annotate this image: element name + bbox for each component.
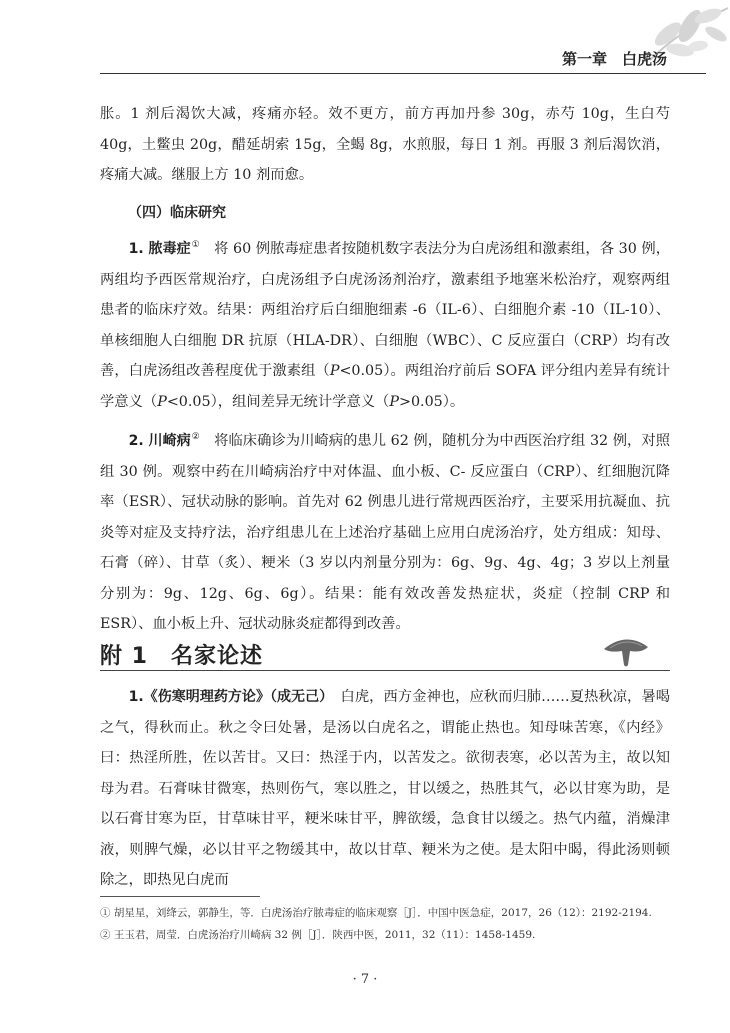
item-title: 2. 川崎病 [128,433,191,449]
p-symbol: P [389,393,399,410]
appendix-heading-block [100,635,670,673]
mushroom-icon [602,635,650,669]
section-heading: （四）临床研究 [128,205,226,221]
quote-title: 1.《伤寒明理药方论》（成无己） [128,689,327,705]
footnote-rule [100,896,260,897]
quote-paragraph [100,682,670,896]
item-paragraph [100,234,670,417]
footnote-text: 胡星星，刘绛云，郭静生，等．白虎汤治疗脓毒症的临床观察［J］．中国中医急症，2017，26（12）：2192-2194. [113,907,652,919]
footnote-text: 王玉君，周莹．白虎汤治疗川崎病 32 例［J］．陕西中医，2011，32（11）：1458-1459. [113,929,536,941]
footnote-ref: ① [191,240,200,251]
page-number: · 7 · [352,972,378,987]
clinical-item-2 [100,426,670,640]
footnote-ref: ② [191,432,200,443]
appendix-rule [100,670,670,671]
quote-text: 白虎，西方金神也，应秋而归肺……夏热秋凉，暑喝之气，得秋而止。秋之令曰处暑，是汤以白虎名之，谓能止热也。知母味苦寒，《内经》曰：热淫所胜，佐以苦甘。又曰：热淫于内，以苦发之。欲彻表寒，必以苦为主，故以知母为君。石膏味甘微寒，热则伤气，寒以胜之，甘以缓之，热胜其气，必以甘寒为助，是以石膏甘寒为臣，甘草味甘平，粳米味甘平，脾欲缓，急食甘以缓之。热气内蕴，消燥津液，则脾气燥，必以甘平之物缓其中，故以甘草、粳米为之使。是太阳中暍，得此汤则顿除之，即热见白虎而 [100,689,671,888]
paragraph-continued [100,99,670,191]
item-text: >0.05）。 [398,393,465,410]
item-title: 1. 脓毒症 [128,241,191,257]
clinical-item-1 [100,234,670,417]
item-paragraph [100,426,670,640]
footnotes [100,904,670,944]
footnote-2 [100,926,670,944]
chapter-header-title: 第一章 白虎汤 [561,50,667,68]
item-text: <0.05）。两组治疗前后 SOFA 评分组内差异有统计学意义（ [100,363,670,410]
item-text: 将临床确诊为川崎病的患儿 62 例，随机分为中西医治疗组 32 例，对照组 30 例。观察中药在川崎病治疗中对体温、血小板、C- 反应蛋白（CRP）、红细胞沉降率（ESR）、冠状动脉的影响。首先对 62 例患儿进行常规西医治疗，主要采用抗凝血、抗炎等对症及支持疗法，治疗组患儿在上述治疗基础上应用白虎汤治疗，处方组成：知母、石膏（碎）、甘草（炙）、粳米（3 岁以内剂量分别为：6g、9g、4g、4g；3 岁以上剂量分别为：9g、12g、6g、6g）。结果：能有效改善发热症状，炎症（控制 CRP 和 ESR）、血小板上升、冠状动脉炎症都得到改善。 [100,433,671,632]
p-symbol: P [329,363,340,379]
quote-1 [100,682,670,896]
footnote-1 [100,904,670,922]
paragraph-text: 胀。1 剂后渴饮大减，疼痛亦轻。效不更方，前方再加丹参 30g，赤芍 10g，生白芍 40g，土鳖虫 20g，醋延胡索 15g，全蝎 8g，水煎服，每日 1 剂。再服 3 剂后渴饮消，疼痛大减。继服上方 10 剂而愈。 [100,106,670,183]
item-text: 将 60 例脓毒症患者按随机数字表法分为白虎汤组和激素组，各 30 例，两组均予西医常规治疗，白虎汤组予白虎汤汤剂治疗，激素组予地塞米松治疗，观察两组患者的临床疗效。结果：两组治疗后白细胞细素 -6（IL-6）、白细胞介素 -10（IL-10）、单核细胞人白细胞 DR 抗原（HLA-DR）、白细胞（WBC）、C 反应蛋白（CRP）均有改善，白虎汤组改善程度优于激素组（ [100,241,671,379]
footnote-mark: ② [100,929,111,941]
p-symbol: P [157,393,167,410]
item-text: <0.05），组间差异无统计学意义（ [166,393,390,410]
appendix-heading: 附 1 名家论述 [100,644,263,669]
header-rule [100,73,706,74]
footnote-mark: ① [100,907,111,919]
